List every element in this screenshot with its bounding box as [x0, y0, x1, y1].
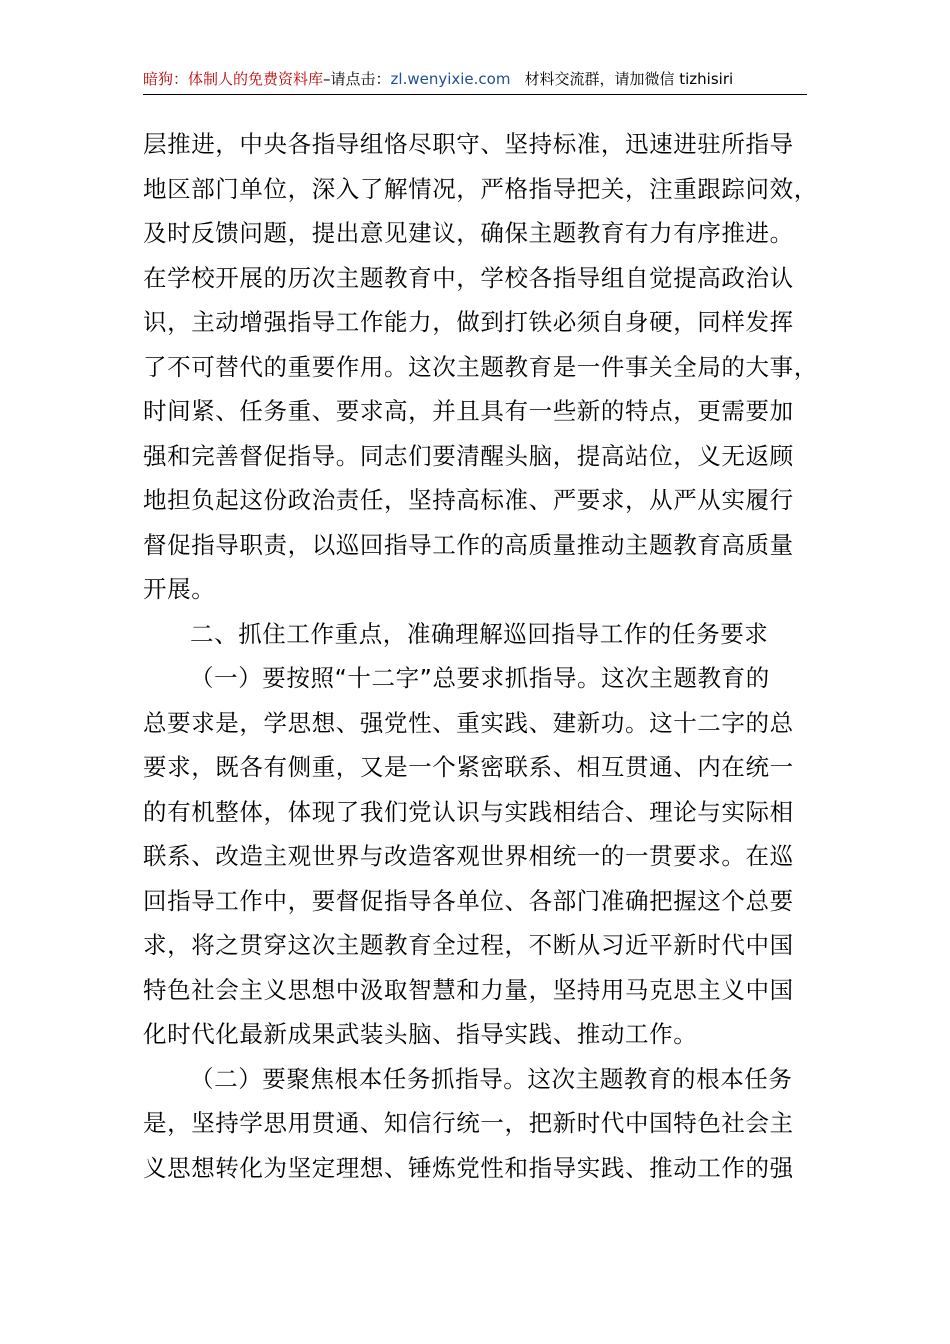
- text-line: 了不可替代的重要作用。这次主题教育是一件事关全局的大事，: [143, 352, 818, 381]
- text-line: 总要求是，学思想、强党性、重实践、建新功。这十二字的总: [143, 708, 794, 737]
- text-line: 层推进，中央各指导组恪尽职守、坚持标准，迅速进驻所指导: [143, 130, 794, 158]
- text-line: 地区部门单位，深入了解情况，严格指导把关，注重跟踪问效，: [143, 174, 818, 203]
- subsection-heading-line: （一）要按照“十二字”总要求抓指导。这次主题教育的: [190, 664, 770, 692]
- text-line: 特色社会主义思想中汲取智慧和力量，坚持用马克思主义中国: [143, 975, 794, 1004]
- section-heading: 二、抓住工作重点，准确理解巡回指导工作的任务要求: [190, 619, 769, 648]
- text-line: 地担负起这份政治责任，坚持高标准、严要求，从严从实履行: [143, 486, 794, 514]
- text-line: 化时代化最新成果武装头脑、指导实践、推动工作。: [143, 1020, 698, 1048]
- text-line: 回指导工作中，要督促指导各单位、各部门准确把握这个总要: [143, 886, 794, 915]
- text-line: 要求，既各有侧重，又是一个紧密联系、相互贯通、内在统一: [143, 753, 794, 781]
- document-body: [143, 122, 818, 1190]
- header-separator: –请点击：: [323, 70, 391, 88]
- text-line: 及时反馈问题，提出意见建议，确保主题教育有力有序推进。: [143, 219, 794, 247]
- text-line: 识，主动增强指导工作能力，做到打铁必须自身硬，同样发挥: [143, 308, 794, 336]
- text-line: 义思想转化为坚定理想、锤炼党性和指导实践、推动工作的强: [143, 1153, 794, 1182]
- header-link[interactable]: zl.wenyixie.com: [390, 70, 511, 88]
- text-line: 是，坚持学思用贯通、知信行统一，把新时代中国特色社会主: [143, 1109, 794, 1137]
- header-wechat: 材料交流群，请加微信 tizhisiri: [524, 70, 734, 88]
- header-brand: 暗狗：体制人的免费资料库: [143, 70, 324, 88]
- page-header: [143, 68, 807, 95]
- subsection-heading-line: （二）要聚焦根本任务抓指导。这次主题教育的根本任务: [190, 1064, 793, 1093]
- text-line: 时间紧、任务重、要求高，并且具有一些新的特点，更需要加: [143, 397, 794, 425]
- text-line: 联系、改造主观世界与改造客观世界相统一的一贯要求。在巡: [143, 842, 794, 870]
- text-line: 的有机整体，体现了我们党认识与实践相结合、理论与实际相: [143, 797, 794, 826]
- text-line: 强和完善督促指导。同志们要清醒头脑，提高站位，义无返顾: [143, 441, 794, 470]
- text-line: 求，将之贯穿这次主题教育全过程，不断从习近平新时代中国: [143, 931, 794, 959]
- text-line: 在学校开展的历次主题教育中，学校各指导组自觉提高政治认: [143, 263, 794, 292]
- text-line: 督促指导职责，以巡回指导工作的高质量推动主题教育高质量: [143, 530, 794, 559]
- text-line: 开展。: [143, 575, 216, 603]
